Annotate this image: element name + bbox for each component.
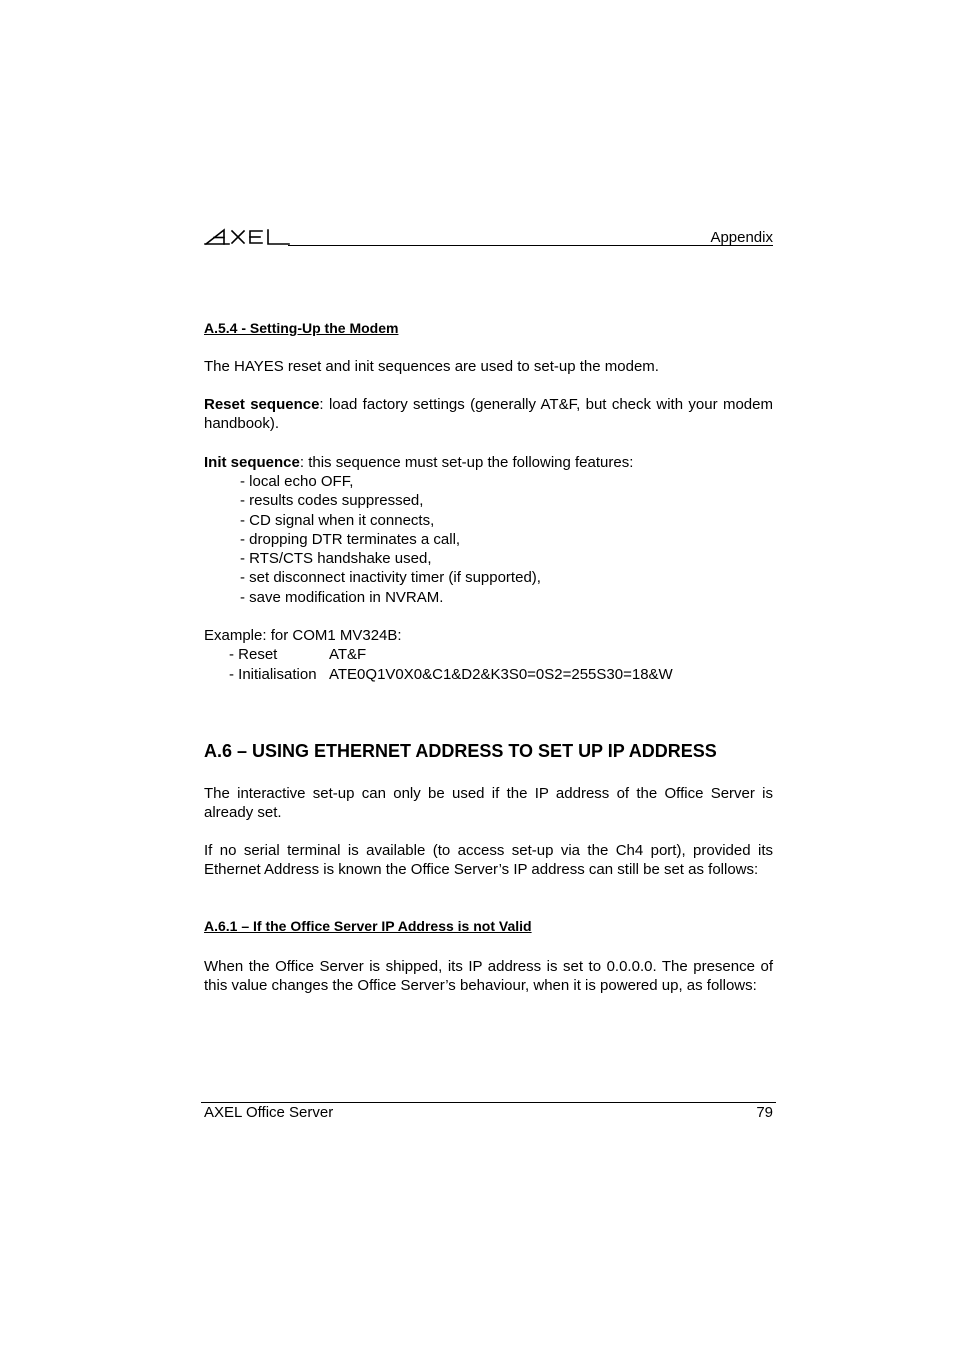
list-item: - CD signal when it connects, — [240, 511, 435, 529]
list-item: - dropping DTR terminates a call, — [240, 530, 461, 548]
a6-paragraph-2: If no serial terminal is available (to access set-up via the Ch4 port), provided its Ethernet Address is known the Office Server’s IP address can still be set as follows: — [204, 842, 773, 878]
section-heading-a61: A.6.1 – If the Office Server IP Address is not Valid — [204, 918, 532, 934]
section-heading-a54: A.5.4 - Setting-Up the Modem — [204, 320, 399, 336]
reset-sequence-text: : load factory settings (generally AT&F, but check with your modem handbook). — [204, 396, 773, 432]
example-row-reset — [0, 645, 954, 664]
example-intro: Example: for COM1 MV324B: — [204, 627, 402, 644]
axel-logo-icon — [204, 226, 290, 246]
a61-paragraph: When the Office Server is shipped, its IP address is set to 0.0.0.0. The presence of this value changes the Office Server’s behaviour, when it is powered up, as follows: — [204, 958, 773, 994]
example-label: - Reset — [229, 646, 278, 663]
list-item: - results codes suppressed, — [240, 492, 424, 510]
list-item: - RTS/CTS handshake used, — [240, 550, 432, 568]
init-sequence-label: Init sequence — [204, 454, 300, 471]
list-item: - set disconnect inactivity timer (if supported), — [240, 569, 541, 587]
list-item: - local echo OFF, — [240, 473, 354, 490]
footer-page-number: 79 — [756, 1104, 773, 1121]
reset-sequence-paragraph — [204, 395, 773, 433]
header-rule — [288, 245, 773, 246]
list-item: - save modification in NVRAM. — [240, 588, 444, 606]
example-row-initialisation — [0, 665, 954, 684]
init-sequence-paragraph — [204, 453, 773, 472]
example-label: - Initialisation — [229, 666, 317, 683]
footer-product-name: AXEL Office Server — [204, 1104, 334, 1121]
init-sequence-text: : this sequence must set-up the following features: — [299, 454, 634, 471]
a6-paragraph-1: The interactive set-up can only be used if the IP address of the Office Server is already set. — [204, 785, 773, 821]
section-heading-a6: A.6 – USING ETHERNET ADDRESS TO SET UP IP ADDRESS — [204, 741, 717, 761]
example-value: ATE0Q1V0X0&C1&D2&K3S0=0S2=255S30=18&W — [329, 666, 673, 683]
init-features-list — [240, 472, 760, 607]
axel-logo — [204, 226, 290, 246]
header-section-title: Appendix — [710, 229, 773, 246]
modem-intro-paragraph: The HAYES reset and init sequences are used to set-up the modem. — [204, 358, 659, 375]
footer-rule — [201, 1102, 776, 1103]
example-value: AT&F — [329, 646, 367, 663]
reset-sequence-label: Reset sequence — [204, 396, 320, 413]
